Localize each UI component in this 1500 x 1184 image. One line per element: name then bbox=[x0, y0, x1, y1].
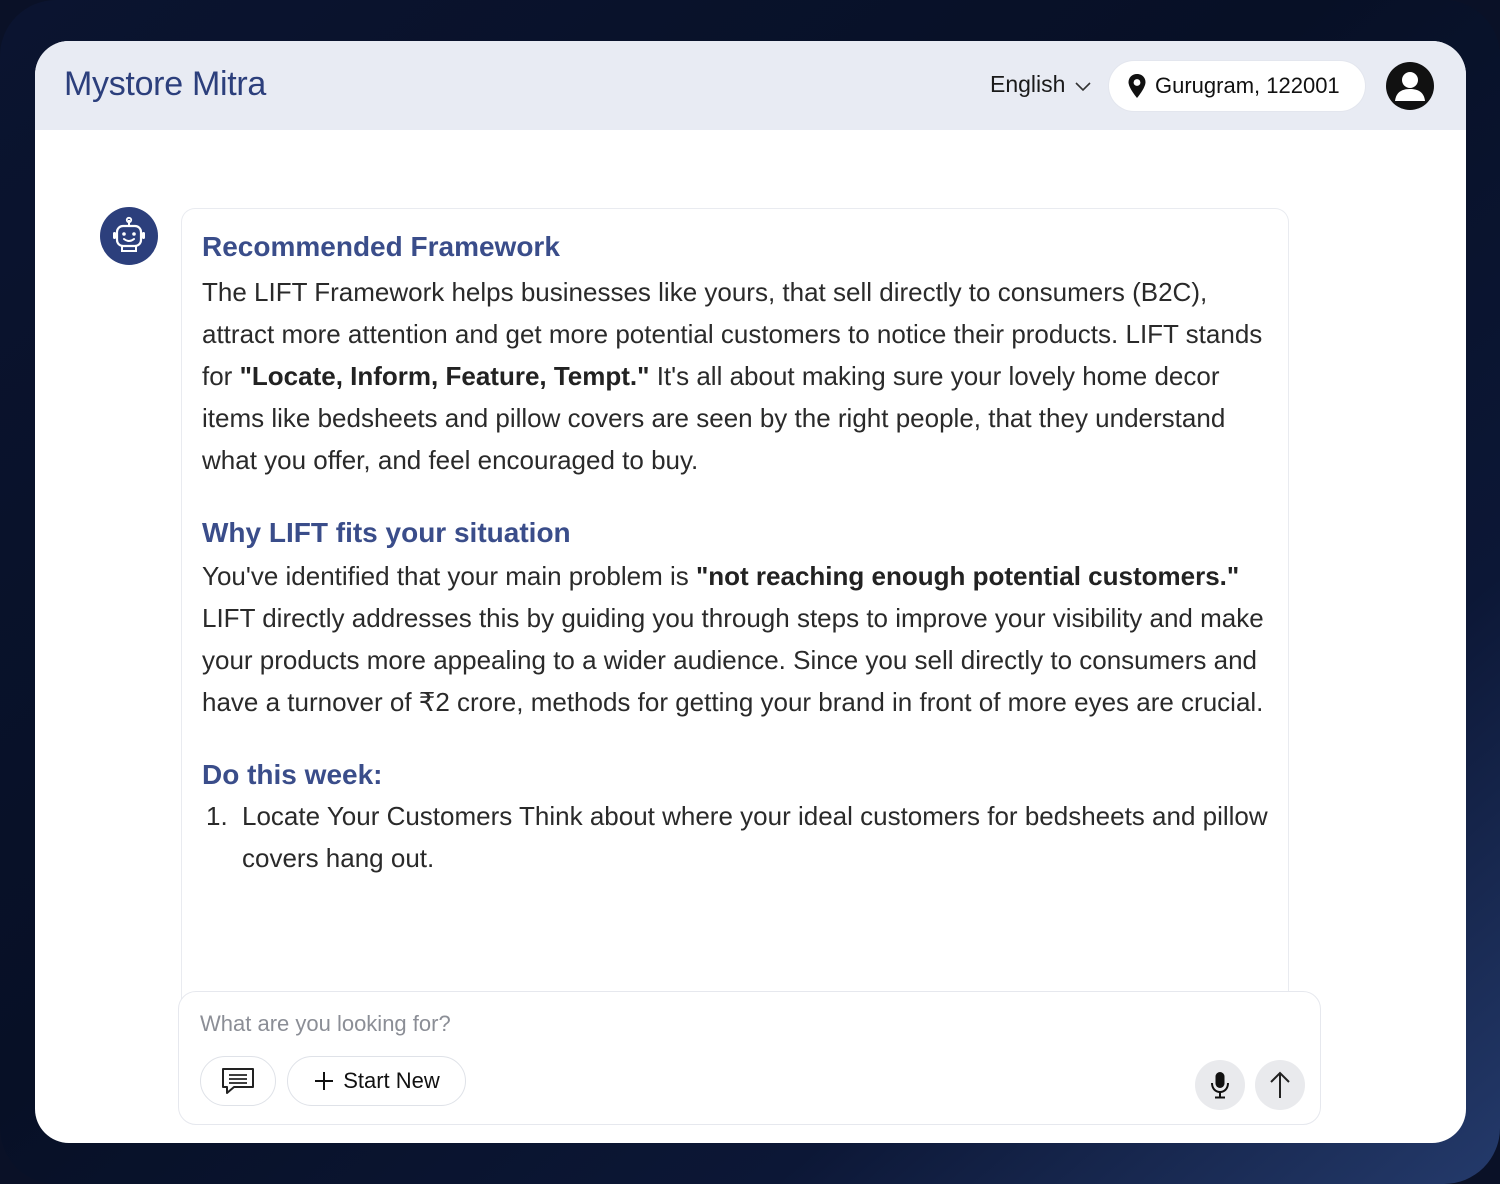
framework-text-b: It's all about making sure your lovely home decor items like bedsheets and pillow covers are seen by the right people, that they understand what you offer, and feel encouraged to buy. bbox=[202, 361, 1226, 475]
section-heading-do-this-week: Do this week: bbox=[202, 759, 383, 790]
start-new-label: Start New bbox=[343, 1068, 440, 1093]
search-input[interactable] bbox=[200, 1008, 1100, 1040]
user-icon bbox=[1386, 62, 1434, 110]
steps-list bbox=[202, 795, 1268, 879]
location-button[interactable] bbox=[1109, 61, 1365, 111]
location-label: Gurugram, 122001 bbox=[1155, 73, 1340, 98]
arrow-up-icon bbox=[1268, 1070, 1292, 1100]
why-lift-text-bold: "not reaching enough potential customers." bbox=[695, 561, 1240, 591]
step-text: Locate Your Customers Think about where your ideal customers for bedsheets and pillow covers hang out. bbox=[242, 801, 1268, 873]
mic-button[interactable] bbox=[1195, 1060, 1245, 1110]
section-heading-why-lift: Why LIFT fits your situation bbox=[202, 517, 571, 548]
send-button[interactable] bbox=[1255, 1060, 1305, 1110]
plus-icon bbox=[313, 1070, 335, 1092]
robot-icon bbox=[109, 216, 149, 256]
start-new-button[interactable] bbox=[287, 1056, 466, 1106]
chat-icon bbox=[220, 1066, 256, 1096]
bot-avatar bbox=[100, 207, 158, 265]
framework-text-bold: "Locate, Inform, Feature, Tempt." bbox=[239, 361, 650, 391]
why-lift-paragraph bbox=[202, 555, 1268, 723]
framework-paragraph bbox=[202, 271, 1268, 481]
language-label: English bbox=[990, 71, 1066, 97]
chevron-down-icon bbox=[1075, 82, 1091, 92]
app-title: Mystore Mitra bbox=[64, 65, 267, 103]
section-heading-framework: Recommended Framework bbox=[202, 231, 560, 262]
top-bar bbox=[35, 41, 1466, 130]
composer bbox=[178, 991, 1321, 1125]
list-item bbox=[202, 795, 1268, 879]
map-pin-icon bbox=[1127, 73, 1147, 99]
language-selector[interactable] bbox=[990, 71, 1091, 98]
why-lift-text-a: You've identified that your main problem is bbox=[202, 561, 696, 591]
user-avatar[interactable] bbox=[1386, 62, 1434, 110]
framework-text-a: The LIFT Framework helps businesses like yours, that sell directly to consumers (B2C), attract more attention and get more potential customers to notice their products. LIFT stands for bbox=[202, 277, 1263, 391]
assistant-message bbox=[181, 208, 1289, 1048]
mic-icon bbox=[1209, 1070, 1231, 1100]
app-screen bbox=[35, 41, 1466, 1143]
why-lift-text-b: LIFT directly addresses this by guiding you through steps to improve your visibility and make your products more appealing to a wider audience. Since you sell directly to consumers and have a turnover of ₹2 crore, methods for getting your brand in front of more eyes are crucial. bbox=[202, 603, 1264, 717]
step-number: 1. bbox=[206, 801, 228, 831]
chat-history-button[interactable] bbox=[200, 1056, 276, 1106]
